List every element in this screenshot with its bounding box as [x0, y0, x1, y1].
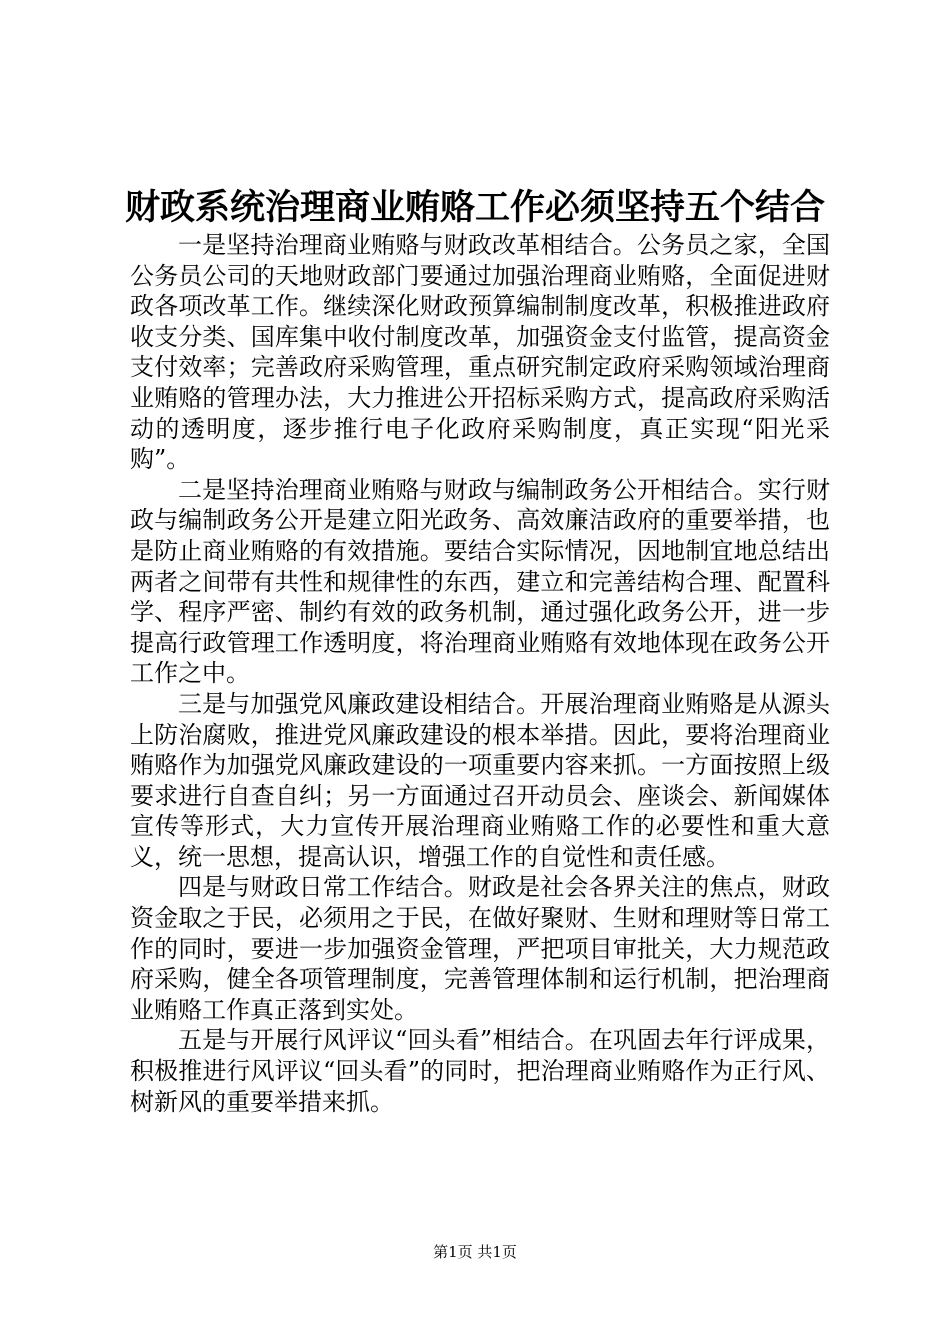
- paragraph-3: 三是与加强党风廉政建设相结合。开展治理商业贿赂是从源头上防治腐败，推进党风廉政建设的根本举措。因此，要将治理商业贿赂作为加强党风廉政建设的一项重要内容来抓。一方面按照上级要求进行自查自纠；另一方面通过召开动员会、座谈会、新闻媒体宣传等形式，大力宣传开展治理商业贿赂工作的必要性和重大意义，统一思想，提高认识，增强工作的自觉性和责任感。: [130, 689, 830, 871]
- paragraph-5: 五是与开展行风评议“回头看”相结合。在巩固去年行评成果，积极推进行风评议“回头看”的同时，把治理商业贿赂作为正行风、树新风的重要举措来抓。: [130, 1026, 830, 1116]
- document-title: 财政系统治理商业贿赂工作必须坚持五个结合: [124, 187, 825, 228]
- paragraph-1: 一是坚持治理商业贿赂与财政改革相结合。公务员之家，全国公务员公司的天地财政部门要通过加强治理商业贿赂，全面促进财政各项改革工作。继续深化财政预算编制制度改革，积极推进政府收支分类、国库集中收付制度改革，加强资金支付监管，提高资金支付效率；完善政府采购管理，重点研究制定政府采购领域治理商业贿赂的管理办法，大力推进公开招标采购方式，提高政府采购活动的透明度，逐步推行电子化政府采购制度，真正实现“阳光采购”。: [130, 231, 830, 474]
- document-body: [130, 230, 830, 1117]
- paragraph-4: 四是与财政日常工作结合。财政是社会各界关注的焦点，财政资金取之于民，必须用之于民，在做好聚财、生财和理财等日常工作的同时，要进一步加强资金管理，严把项目审批关，大力规范政府采购，健全各项管理制度，完善管理体制和运行机制，把治理商业贿赂工作真正落到实处。: [130, 873, 830, 1024]
- page-footer: 第1页 共1页: [433, 1243, 517, 1261]
- paragraph-2: 二是坚持治理商业贿赂与财政与编制政务公开相结合。实行财政与编制政务公开是建立阳光政务、高效廉洁政府的重要举措，也是防止商业贿赂的有效措施。要结合实际情况，因地制宜地总结出两者之间带有共性和规律性的东西，建立和完善结构合理、配置科学、程序严密、制约有效的政务机制，通过强化政务公开，进一步提高行政管理工作透明度，将治理商业贿赂有效地体现在政务公开工作之中。: [130, 475, 830, 688]
